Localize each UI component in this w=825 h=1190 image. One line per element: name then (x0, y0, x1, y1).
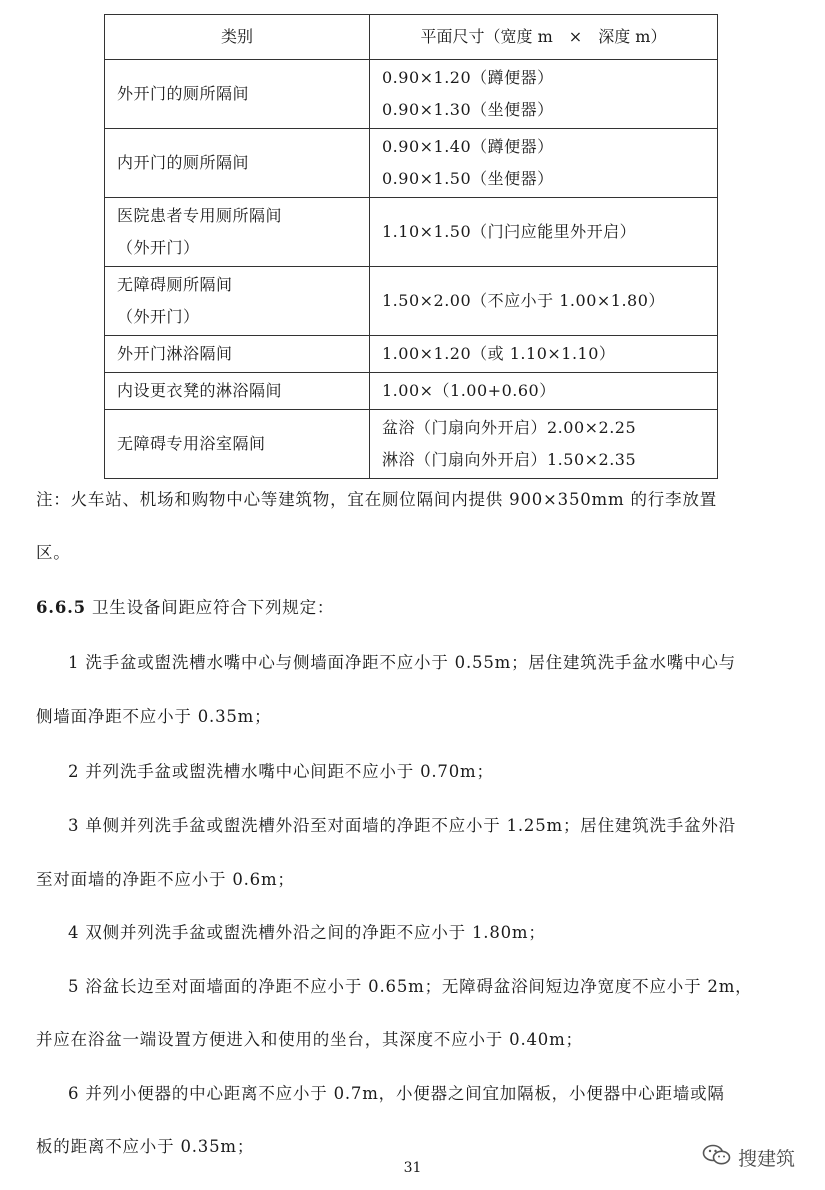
size-text: 0.90×1.20（蹲便器） (382, 68, 554, 87)
table-row (105, 373, 718, 410)
table-cell-size (370, 410, 718, 479)
rule-item-5-line-1: 5 浴盆长边至对面墙面的净距不应小于 0.65m；无障碍盆浴间短边净宽度不应小于 2m， (68, 977, 753, 996)
table-row (105, 60, 718, 129)
rule-item-3-line-2: 至对面墙的净距不应小于 0.6m； (36, 870, 295, 889)
rule-item-2: 2 并列洗手盆或盥洗槽水嘴中心间距不应小于 0.70m； (68, 762, 494, 781)
table-cell-size (370, 129, 718, 198)
section-title: 卫生设备间距应符合下列规定： (91, 598, 335, 617)
rule-item-1-line-1: 1 洗手盆或盥洗槽水嘴中心与侧墙面净距不应小于 0.55m；居住建筑洗手盆水嘴中心与 (68, 653, 736, 672)
table-cell-category (105, 336, 370, 373)
size-text: 盆浴（门扇向外开启）2.00×2.25 (382, 418, 637, 437)
size-text: 淋浴（门扇向外开启）1.50×2.35 (382, 450, 637, 469)
size-text: 1.50×2.00（不应小于 1.00×1.80） (382, 291, 665, 310)
rule-item-3-line-1: 3 单侧并列洗手盆或盥洗槽外沿至对面墙的净距不应小于 1.25m；居住建筑洗手盆外沿 (68, 816, 736, 835)
table-note-line-1: 注：火车站、机场和购物中心等建筑物，宜在厕位隔间内提供 900×350mm 的行李放置 (36, 490, 717, 509)
rule-item-6-line-1: 6 并列小便器的中心距离不应小于 0.7m，小便器之间宜加隔板，小便器中心距墙或隔 (68, 1084, 725, 1103)
table-cell-category (105, 60, 370, 129)
table-header-row (105, 15, 718, 60)
size-text: 0.90×1.50（坐便器） (382, 169, 554, 188)
table-cell-size (370, 336, 718, 373)
table-cell-category (105, 410, 370, 479)
category-text: 内开门的厕所隔间 (117, 153, 250, 172)
table-note-line-2: 区。 (36, 543, 71, 562)
toilet-compartment-size-table (104, 14, 718, 479)
table-row (105, 267, 718, 336)
table-cell-size (370, 373, 718, 410)
category-text: （外开门） (117, 307, 200, 326)
wechat-watermark (702, 1143, 795, 1172)
category-text: （外开门） (117, 238, 200, 257)
rule-item-6-line-2: 板的距离不应小于 0.35m； (36, 1137, 255, 1156)
size-text: 1.00×（1.00+0.60） (382, 381, 556, 400)
category-text: 无障碍厕所隔间 (117, 275, 233, 294)
rule-item-4: 4 双侧并列洗手盆或盥洗槽外沿之间的净距不应小于 1.80m； (68, 923, 546, 942)
table-cell-category (105, 129, 370, 198)
category-text: 外开门的厕所隔间 (117, 84, 250, 103)
size-text: 0.90×1.30（坐便器） (382, 100, 554, 119)
category-text: 内设更衣凳的淋浴隔间 (117, 381, 283, 400)
category-text: 无障碍专用浴室隔间 (117, 434, 266, 453)
size-text: 1.00×1.20（或 1.10×1.10） (382, 344, 616, 363)
section-number: 6.6.5 (36, 598, 86, 617)
table-cell-category (105, 198, 370, 267)
table-row (105, 198, 718, 267)
rule-item-1-line-2: 侧墙面净距不应小于 0.35m； (36, 707, 272, 726)
category-text: 外开门淋浴隔间 (117, 344, 233, 363)
table-row (105, 336, 718, 373)
table-row (105, 410, 718, 479)
table-cell-category (105, 267, 370, 336)
table-cell-size (370, 267, 718, 336)
table-header-category: 类别 (105, 15, 370, 60)
size-text: 1.10×1.50（门闩应能里外开启） (382, 222, 637, 241)
table-header-size: 平面尺寸（宽度 m × 深度 m） (370, 15, 718, 60)
table-cell-size (370, 198, 718, 267)
size-text: 0.90×1.40（蹲便器） (382, 137, 554, 156)
rule-item-5-line-2: 并应在浴盆一端设置方便进入和使用的坐台，其深度不应小于 0.40m； (36, 1030, 583, 1049)
wechat-icon (702, 1143, 732, 1172)
page-number: 31 (403, 1160, 422, 1176)
section-heading (36, 596, 796, 620)
watermark-text: 搜建筑 (738, 1148, 796, 1170)
table-cell-size (370, 60, 718, 129)
table-row (105, 129, 718, 198)
category-text: 医院患者专用厕所隔间 (117, 206, 283, 225)
table-cell-category (105, 373, 370, 410)
